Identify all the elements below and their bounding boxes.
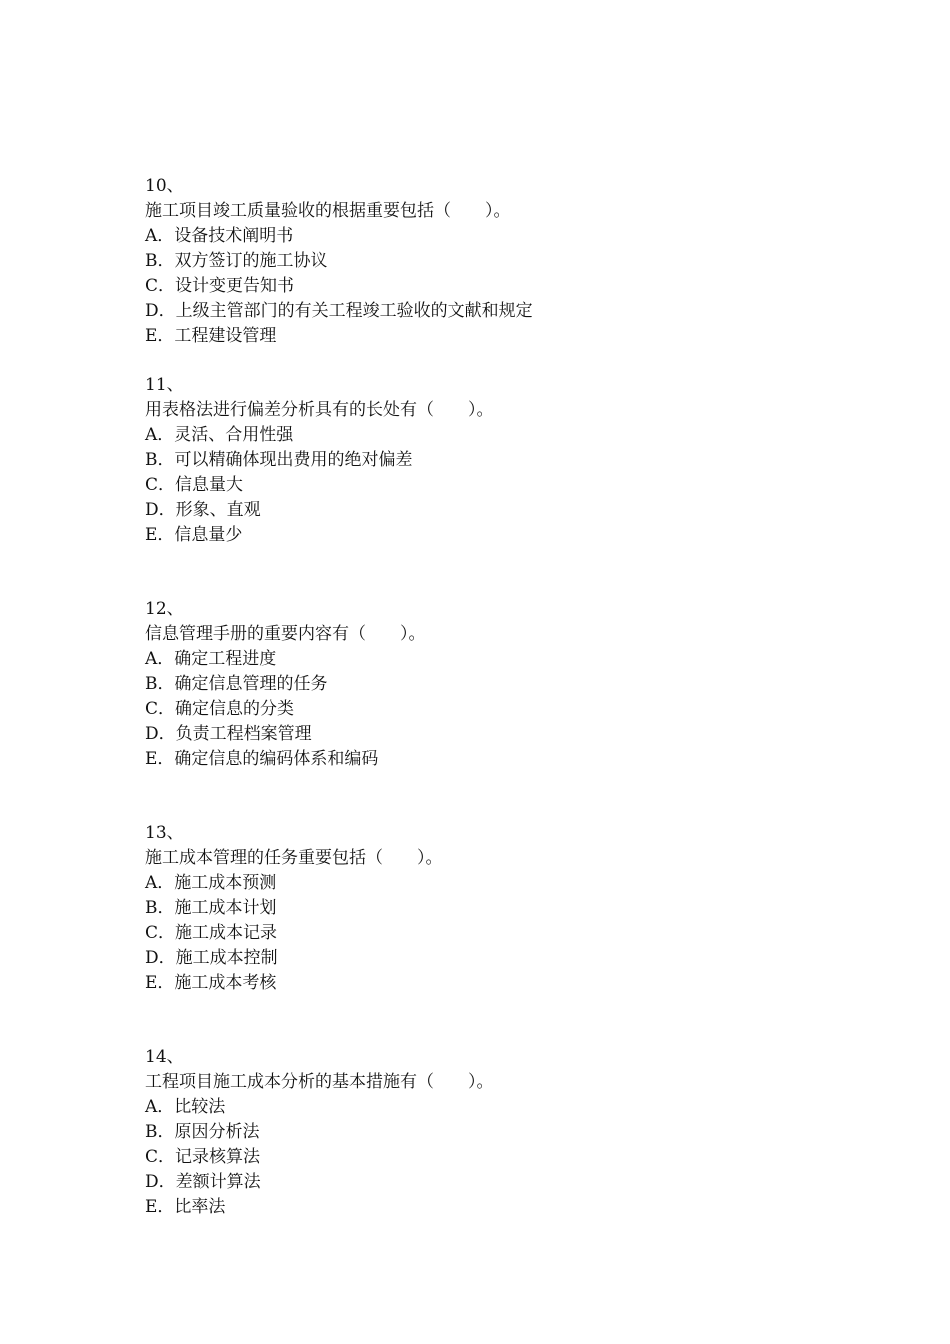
question-number: 11、: [145, 375, 184, 395]
question-stem: 信息管理手册的重要内容有（ ）。: [145, 624, 426, 644]
option-e: E．施工成本考核: [145, 973, 277, 993]
option-d: D．负责工程档案管理: [145, 724, 312, 744]
option-c: C．设计变更告知书: [145, 276, 295, 296]
question-number: 14、: [145, 1047, 184, 1067]
option-a: A．施工成本预测: [145, 873, 277, 893]
question-10: [145, 174, 845, 349]
question-13: [145, 821, 845, 996]
option-b: B．可以精确体现出费用的绝对偏差: [145, 450, 413, 470]
question-11: [145, 373, 845, 548]
question-stem: 施工成本管理的任务重要包括（ ）。: [145, 848, 443, 868]
option-c: C．记录核算法: [145, 1147, 261, 1167]
option-b: B．施工成本计划: [145, 898, 277, 918]
question-14: [145, 1045, 845, 1220]
question-stem: 工程项目施工成本分析的基本措施有（ ）。: [145, 1072, 494, 1092]
option-b: B．双方签订的施工协议: [145, 251, 328, 271]
option-d: D．差额计算法: [145, 1172, 261, 1192]
option-a: A．灵活、合用性强: [145, 425, 294, 445]
option-b: B．确定信息管理的任务: [145, 674, 328, 694]
question-stem: 用表格法进行偏差分析具有的长处有（ ）。: [145, 400, 494, 420]
question-12: [145, 597, 845, 772]
option-c: C．施工成本记录: [145, 923, 278, 943]
option-c: C．信息量大: [145, 475, 244, 495]
option-e: E．比率法: [145, 1197, 226, 1217]
option-a: A．确定工程进度: [145, 649, 277, 669]
option-d: D．施工成本控制: [145, 948, 278, 968]
option-a: A．设备技术阐明书: [145, 226, 294, 246]
option-b: B．原因分析法: [145, 1122, 260, 1142]
option-c: C．确定信息的分类: [145, 699, 295, 719]
option-e: E．信息量少: [145, 525, 243, 545]
option-e: E．确定信息的编码体系和编码: [145, 749, 379, 769]
option-d: D．上级主管部门的有关工程竣工验收的文献和规定: [145, 301, 533, 321]
option-e: E．工程建设管理: [145, 326, 277, 346]
question-number: 10、: [145, 176, 184, 196]
option-a: A．比较法: [145, 1097, 226, 1117]
question-stem: 施工项目竣工质量验收的根据重要包括（ ）。: [145, 201, 511, 221]
option-d: D．形象、直观: [145, 500, 261, 520]
question-number: 12、: [145, 599, 184, 619]
question-number: 13、: [145, 823, 184, 843]
